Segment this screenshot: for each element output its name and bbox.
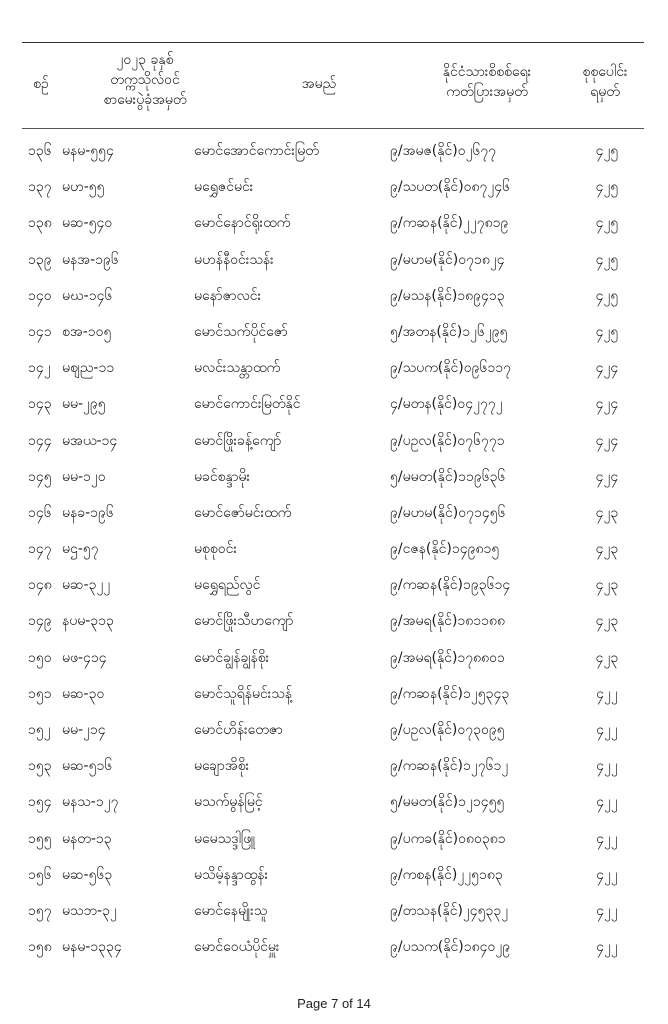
table-row (22, 748, 644, 784)
cell-name: မဟန်နီဝင်းသန်း (194, 251, 274, 268)
cell-name: မစုစုဝင်း (194, 541, 237, 558)
cell-exam-seat-no: မဆ-၅၄၀ (62, 215, 113, 232)
cell-exam-seat-no: မဆ-၅၆၃ (62, 866, 113, 883)
cell-total-score: ၄၂၃ (595, 541, 619, 558)
cell-total-score: ၄၂၂ (596, 830, 618, 847)
cell-serial-no: ၁၄၁ (28, 323, 52, 340)
table-row (22, 314, 644, 350)
table-row (22, 821, 644, 857)
cell-total-score: ၄၂၅ (595, 179, 619, 196)
cell-total-score: ၄၂၃ (595, 577, 619, 594)
cell-total-score: ၄၂၅ (595, 215, 619, 232)
cell-name: မောင်ဖြိုးခန့်ကျော် (194, 432, 282, 449)
table-row (22, 712, 644, 748)
cell-serial-no: ၁၄၀ (28, 287, 52, 304)
cell-nrc-no: ၅/မမတ(နိုင်)၁၁၉၆၃၆ (390, 468, 506, 485)
cell-exam-seat-no: မနမ-၅၅၄ (62, 143, 114, 159)
table-body (22, 133, 644, 965)
table-row (22, 459, 644, 495)
cell-total-score: ၄၂၂ (596, 866, 618, 883)
cell-nrc-no: ၅/မမတ(နိုင်)၁၂၁၄၅၅ (390, 794, 505, 811)
cell-nrc-no: ၅/အတန(နိုင်)၁၂၆၂၉၅ (390, 323, 508, 340)
cell-serial-no: ၁၃၈ (28, 215, 52, 232)
cell-name: မရွှေရည်လွင် (194, 577, 261, 594)
cell-total-score: ၄၂၂ (596, 794, 618, 811)
cell-total-score: ၄၂၅ (595, 251, 619, 268)
cell-exam-seat-no: မမ-၁၂၀ (62, 468, 106, 485)
cell-serial-no: ၁၄၃ (28, 396, 52, 413)
cell-total-score: ၄၂၄ (595, 396, 619, 413)
cell-name: မောင်ဖြိုးသီဟကျော် (194, 613, 294, 630)
cell-nrc-no: ၉/အမရ(နိုင်)၁၇၈၈၀၁ (390, 649, 505, 666)
cell-serial-no: ၁၅၃ (28, 758, 52, 775)
table-row (22, 133, 644, 169)
cell-exam-seat-no: မအယ-၁၄ (62, 432, 118, 449)
cell-nrc-no: ၉/ပဥလ(နိုင်)၀၇၆၇၇၁ (390, 432, 505, 449)
cell-serial-no: ၁၃၆ (28, 143, 52, 159)
header-name: အမည် (301, 76, 337, 92)
table-row (22, 929, 644, 965)
cell-name: မောင်ချွန်ချွန်စိုး (194, 649, 270, 666)
cell-name: မောင်သူရိန်မင်းသန့် (194, 685, 293, 702)
cell-name: မောင်ဟိန်းတေဇာ (194, 722, 283, 738)
cell-serial-no: ၁၅၇ (28, 902, 52, 919)
cell-serial-no: ၁၄၆ (28, 504, 52, 521)
cell-name: မမေသဒ္ဒါဖြူ (194, 830, 256, 847)
cell-total-score: ၄၂၃ (595, 649, 619, 666)
cell-nrc-no: ၉/ငဇန(နိုင်)၁၄၉၈၁၅ (390, 541, 500, 558)
cell-nrc-no: ၉/ကဆန(နိုင်)၁၉၃၆၁၄ (390, 577, 511, 594)
cell-name: မောင်ဇော်မင်းထက် (194, 504, 292, 521)
cell-nrc-no: ၉/အမရ(နိုင်)၁၈၁၁၈၈ (390, 613, 506, 630)
cell-total-score: ၄၂၄ (595, 360, 619, 377)
cell-exam-seat-no: မဃ-၁၄၆ (62, 287, 113, 304)
cell-total-score: ၄၂၃ (595, 613, 619, 630)
cell-total-score: ၄၂၅ (595, 323, 619, 340)
cell-name: မသက်မွန်မြင့် (194, 794, 263, 811)
cell-serial-no: ၁၅၅ (28, 830, 52, 847)
cell-exam-seat-no: မနမ-၁၃၃၄ (62, 939, 122, 956)
cell-exam-seat-no: မဆ-၃၀ (62, 685, 105, 702)
cell-nrc-no: ၄/မတန(နိုင်)၀၄၂၇၇၂ (390, 396, 503, 413)
cell-nrc-no: ၉/အမဇ(နိုင်)၀၂၆၇၇ (390, 143, 497, 159)
cell-total-score: ၄၂၄ (595, 468, 619, 485)
cell-serial-no: ၁၅၆ (28, 866, 52, 883)
cell-nrc-no: ၉/ကဆန(နိုင်)၁၂၅၃၄၃ (390, 685, 510, 702)
table-row (22, 603, 644, 639)
cell-serial-no: ၁၅၂ (28, 722, 51, 738)
cell-exam-seat-no: မနသ-၁၂၇ (62, 794, 119, 811)
table-row (22, 205, 644, 241)
cell-nrc-no: ၉/တသန(နိုင်)၂၄၅၃၃၂ (390, 902, 509, 919)
cell-total-score: ၄၂၂ (596, 758, 618, 775)
cell-total-score: ၄၂၂ (596, 902, 618, 919)
cell-nrc-no: ၉/ပကခ(နိုင်)၀၈၀၃၈၁ (390, 830, 506, 847)
table-row (22, 242, 644, 278)
table-row (22, 640, 644, 676)
cell-name: မောင်ကောင်းမြတ်နိုင် (194, 396, 301, 413)
cell-exam-seat-no: မနအ-၁၉၆ (62, 251, 119, 268)
cell-exam-seat-no: မဈည-၁၁ (62, 360, 115, 377)
cell-nrc-no: ၉/ကဆန(နိုင်)၂၂၇၈၁၉ (390, 215, 509, 232)
cell-serial-no: ၁၄၂ (28, 360, 51, 377)
cell-name: မသိမ့်နန္ဒာထွန်း (194, 866, 269, 883)
header-nrc-no: နိုင်ငံသားစိစစ်ရေး ကတ်ပြားအမှတ် (442, 64, 532, 100)
cell-total-score: ၄၂၅ (595, 287, 619, 304)
table-row (22, 423, 644, 459)
cell-exam-seat-no: မမ-၂၉၅ (62, 396, 106, 413)
cell-serial-no: ၁၄၉ (28, 613, 52, 630)
cell-nrc-no: ၉/ပဥလ(နိုင်)၀၇၃၀၉၅ (390, 722, 505, 738)
cell-name: မလင်းသန္တာထက် (194, 360, 281, 377)
table-row (22, 857, 644, 893)
table-row (22, 169, 644, 205)
cell-total-score: ၄၂၅ (595, 143, 619, 159)
cell-name: မောင်အောင်ကောင်းမြတ် (194, 143, 319, 159)
cell-serial-no: ၁၄၅ (28, 468, 52, 485)
header-serial-no: စဉ် (33, 76, 49, 92)
cell-total-score: ၄၂၂ (596, 685, 618, 702)
cell-nrc-no: ၉/ကဆန(နိုင်)၁၂၇၆၁၂ (390, 758, 509, 775)
table-row (22, 893, 644, 929)
cell-nrc-no: ၉/ကစန(နိုင်)၂၂၅၁၈၃ (390, 866, 503, 883)
page-number: Page 7 of 14 (297, 996, 371, 1011)
table-row (22, 676, 644, 712)
cell-exam-seat-no: မနခ-၁၉၆ (62, 504, 114, 521)
cell-total-score: ၄၂၄ (595, 432, 619, 449)
table-row (22, 386, 644, 422)
cell-serial-no: ၁၅၈ (28, 939, 52, 956)
table-header-rule (22, 128, 644, 129)
table-row (22, 567, 644, 603)
cell-name: မောင်သက်ပိုင်ဇော် (194, 323, 288, 340)
cell-nrc-no: ၉/သပက(နိုင်)၀၉၆၁၁၇ (390, 360, 511, 377)
table-row (22, 278, 644, 314)
cell-total-score: ၄၂၂ (596, 939, 618, 956)
cell-exam-seat-no: စအ-၁၀၅ (62, 323, 112, 340)
cell-serial-no: ၁၄၄ (28, 432, 52, 449)
cell-serial-no: ၁၅၁ (28, 685, 52, 702)
cell-exam-seat-no: မဖ-၄၁၄ (62, 649, 107, 666)
table-row (22, 531, 644, 567)
cell-name: မောင်ဝေယံပိုင်မှူး (194, 939, 280, 956)
cell-exam-seat-no: မဆ-၅၁၆ (62, 758, 113, 775)
header-total-score: စုစုပေါင်း ရမှတ် (582, 64, 628, 100)
cell-nrc-no: ၉/ပသက(နိုင်)၁၈၄၀၂၉ (390, 939, 511, 956)
cell-serial-no: ၁၅၄ (28, 794, 52, 811)
cell-exam-seat-no: မဆ-၃၂၂ (62, 577, 111, 594)
table-row (22, 495, 644, 531)
cell-serial-no: ၁၃၇ (28, 179, 52, 196)
cell-name: မောင်နေမျိုးသူ (194, 902, 268, 919)
cell-nrc-no: ၉/မဟမ(နိုင်)၀၇၁၈၂၄ (390, 251, 505, 268)
cell-exam-seat-no: မနတ-၁၃ (62, 830, 112, 847)
table-top-rule (22, 42, 644, 43)
cell-serial-no: ၁၄၇ (28, 541, 52, 558)
cell-serial-no: ၁၃၉ (28, 251, 52, 268)
cell-name: မောင်နောင်ရိုးထက် (194, 215, 291, 232)
cell-exam-seat-no: မဟ-၅၅ (62, 179, 105, 196)
cell-total-score: ၄၂၂ (596, 722, 618, 738)
cell-nrc-no: ၉/မဟမ(နိုင်)၀၇၁၄၅၆ (390, 504, 506, 521)
header-exam-seat-no: ၂၀၂၃ ခုနှစ် တက္ကသိုလ်ဝင် စာမေးပွဲခုံအမှတ် (103, 52, 187, 108)
cell-total-score: ၄၂၃ (595, 504, 619, 521)
cell-exam-seat-no: မသဘ-၃၂ (62, 902, 117, 919)
cell-serial-no: ၁၄၈ (28, 577, 52, 594)
table-header (22, 46, 644, 124)
cell-name: မခင်စန္ဒာမိုး (194, 468, 251, 485)
cell-nrc-no: ၉/သပတ(နိုင်)၀၈၇၂၄၆ (390, 179, 511, 196)
table-row (22, 350, 644, 386)
cell-exam-seat-no: နပမ-၃၁၃ (62, 613, 114, 630)
cell-name: မနော်ဇာလင်း (194, 287, 262, 304)
cell-exam-seat-no: မမ-၂၁၄ (62, 722, 106, 738)
cell-serial-no: ၁၅၀ (28, 649, 52, 666)
cell-name: မချောအိစိုး (194, 758, 250, 775)
cell-name: မရွှေဇင်မင်း (194, 179, 254, 196)
table-row (22, 784, 644, 820)
cell-exam-seat-no: မဌ-၅၇ (62, 541, 99, 558)
cell-nrc-no: ၉/မသန(နိုင်)၁၈၉၄၁၃ (390, 287, 505, 304)
